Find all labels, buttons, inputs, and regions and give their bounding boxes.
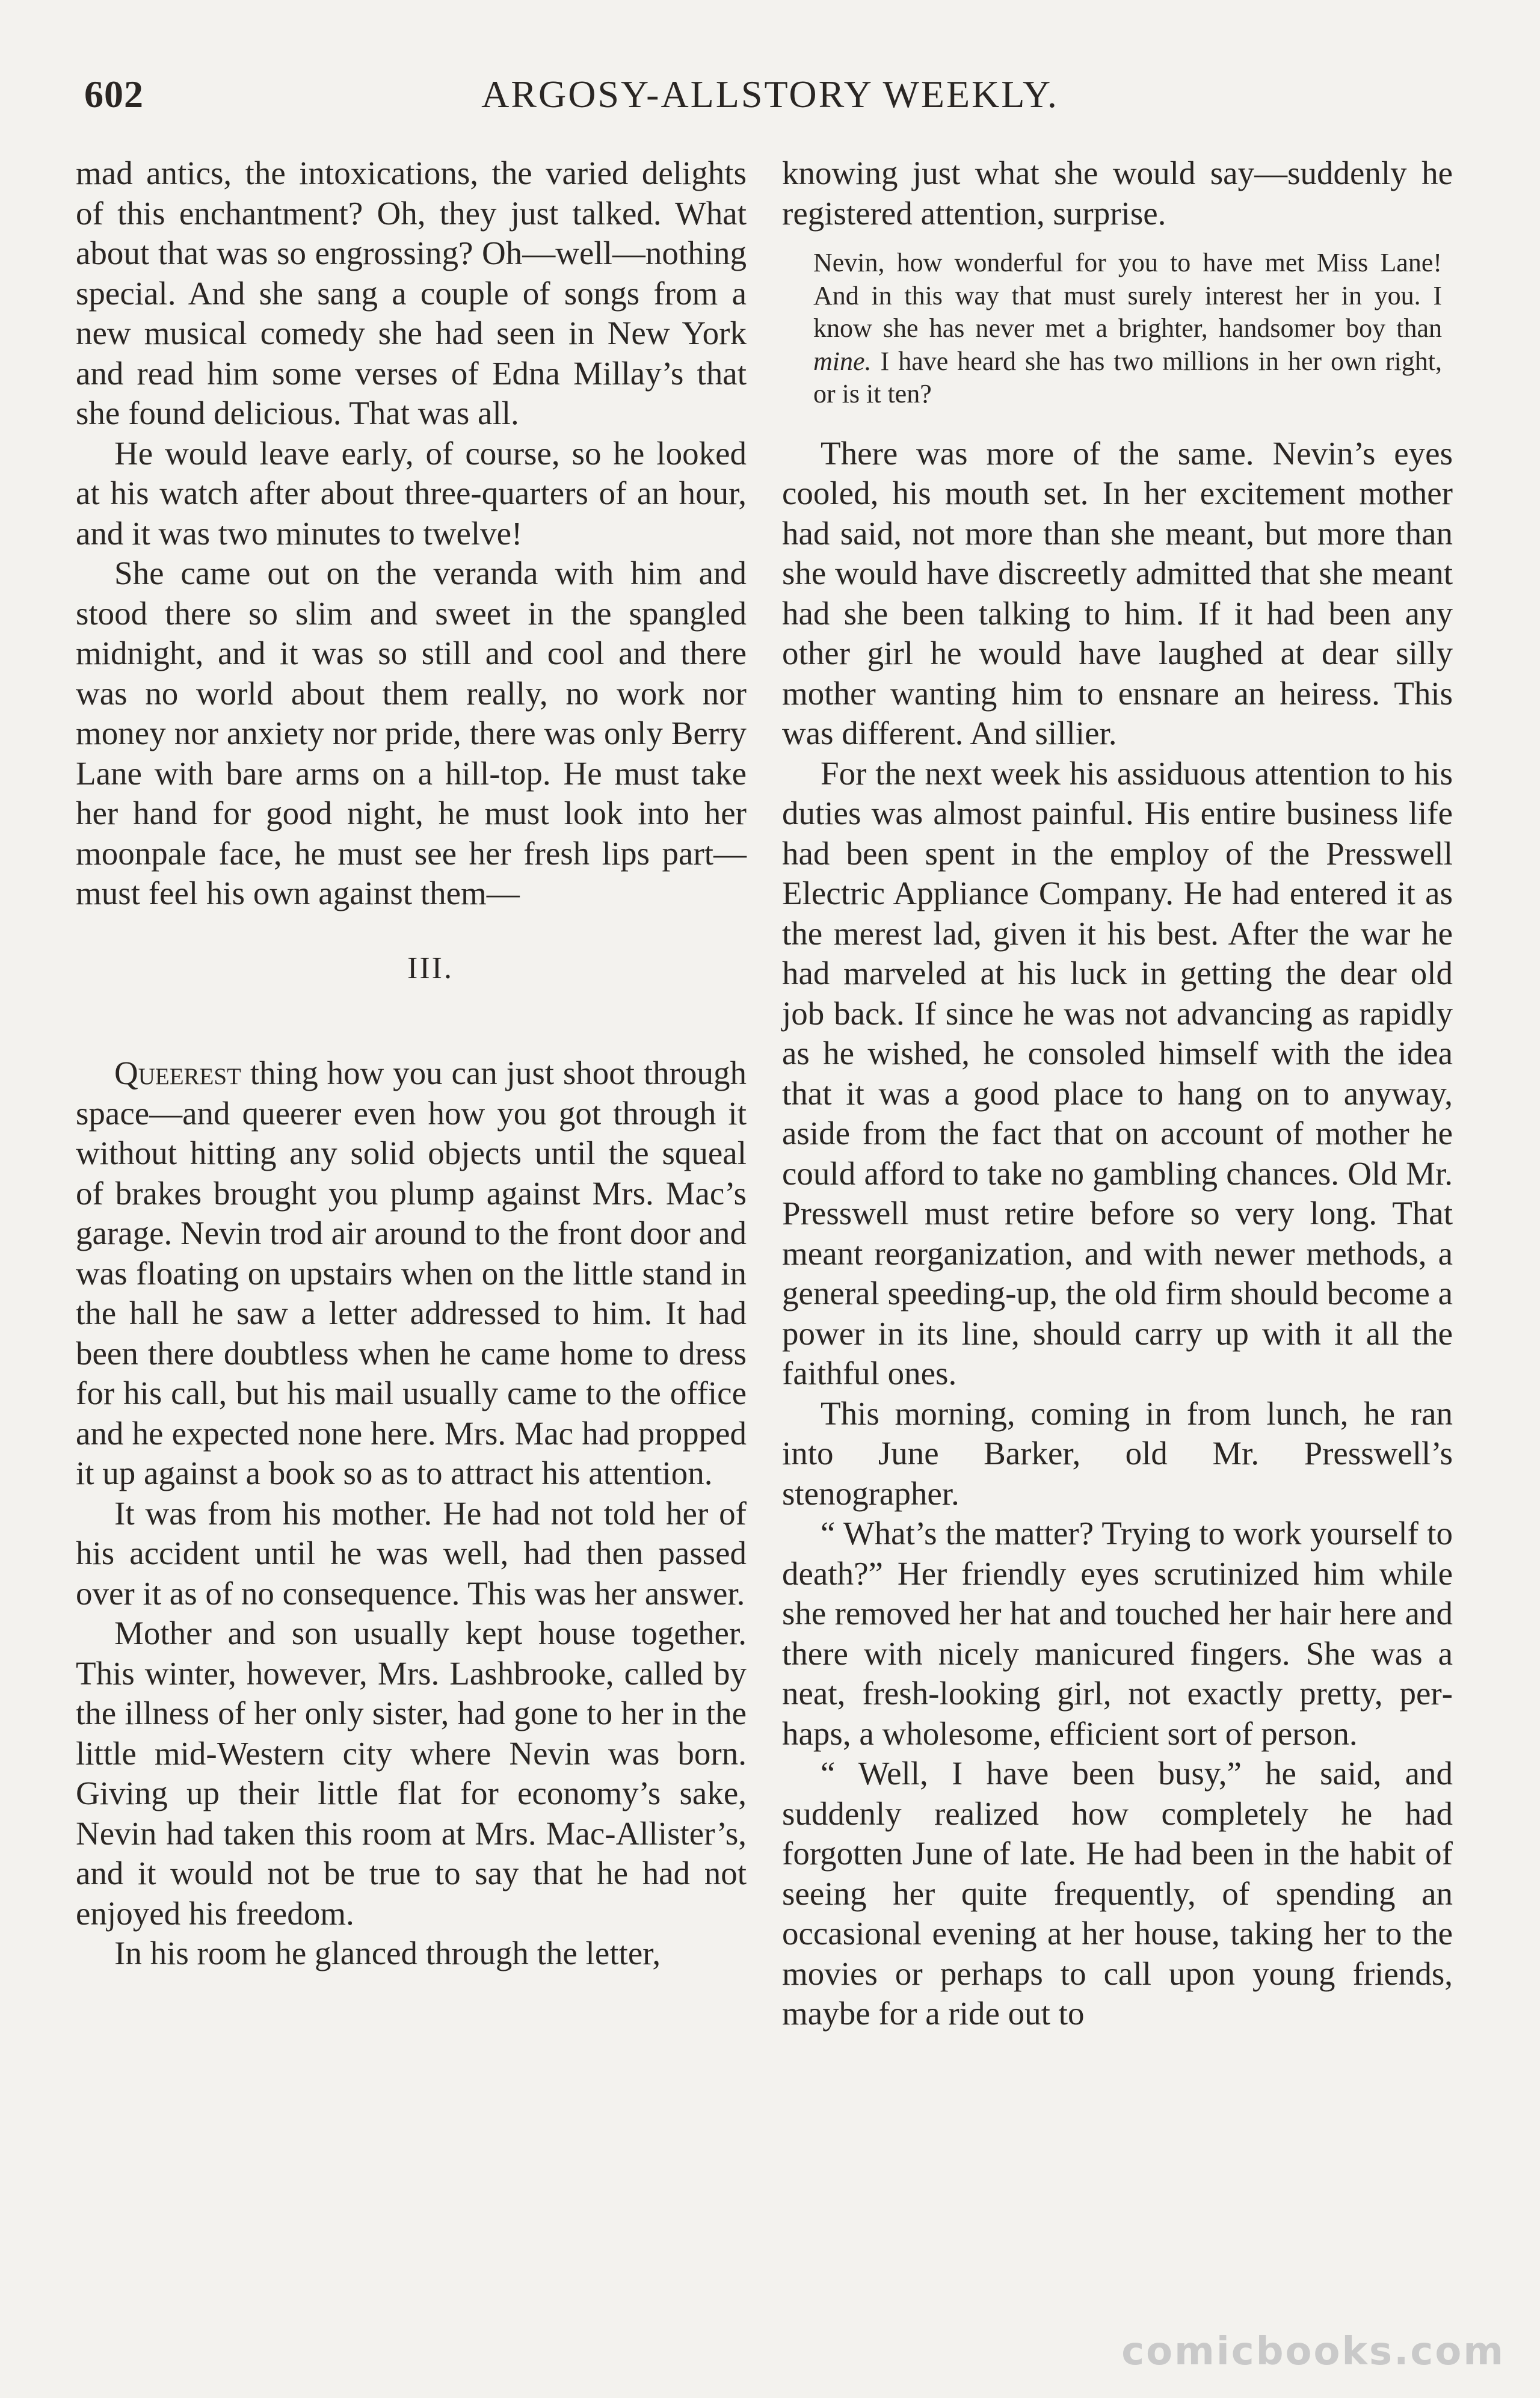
page-number: 602 [84,73,144,116]
right-column [782,153,1453,2034]
letter-text-part: I have heard she has two millions in her own right, or is it ten? [813,346,1442,408]
paragraph-text: thing how you can just shoot through space—and queerer even how you got through it without hitting any solid objects until the squeal of brakes brought you plump against Mrs. Mac’s garage. Nevin trod air around to the front door and was floating on upstairs when on the little stand in the hall he saw a letter addressed to him. It had been there doubtless when he came home to dress for his call, but his mail usually came to the office and he expected none here. Mrs. Mac had propped it up against a book so as to attract his attention. [76,1055,747,1491]
paragraph: “ What’s the matter? Trying to work yourself to death?” Her friendly eyes scrutinized him while she removed her hat and touched her hair here and there with nicely manicured fingers. She was a neat, fresh-looking girl, not exactly pretty, perhaps, a wholesome, efficient sort of person. [782,1515,1453,1752]
paragraph: It was from his mother. He had not told her of his accident until he was well, had then passed over it as of no consequence. This was her answer. [76,1494,747,1612]
paragraph: Mother and son usually kept house together. This winter, however, Mrs. Lashbrooke, called by the illness of her only sister, had gone to her in the little mid-Western city where Nevin was born. Giving up their little flat for economy’s sake, Nevin had taken this room at Mrs. Mac-Allister’s, and it would not be true to say that he had not enjoyed his freedom. [76,1615,747,1932]
site-watermark: comicbooks.com [1121,2329,1505,2374]
left-column [76,153,747,1974]
paragraph: knowing just what she would say—suddenly he registered attention, surprise. [782,155,1453,232]
running-head: ARGOSY-ALLSTORY WEEKLY. [481,73,1059,116]
paragraph: “ Well, I have been busy,” he said, and suddenly realized how completely he had forgotten June of late. He had been in the habit of seeing her quite frequently, of spending an occasional evening at her house, taking her to the movies or perhaps to call upon young friends, maybe for a ride out to [782,1755,1453,2032]
letter-text [813,247,1442,411]
paragraph: She came out on the veranda with him and stood there so slim and sweet in the spangled midnight, and it was so still and cool and there was no world about them really, no work nor money nor anxiety nor pride, there was only Berry Lane with bare arms on a hill-top. He must take her hand for good night, he must look into her moonpale face, he must see her fresh lips part—must feel his own against them— [76,555,747,911]
letter-emphasis: mine. [813,346,872,376]
section-heading: III. [407,951,454,985]
quoted-letter [813,247,1442,411]
paragraph: In his room he glanced through the letter, [114,1935,661,1971]
paragraph: For the next week his assiduous attention to his duties was almost painful. His entire business life had been spent in the employ of the Presswell Electric Appliance Company. He had entered it as the merest lad, given it his best. After the war he had marveled at his luck in getting the dear old job back. If since he was not advancing as rapidly as he wished, he consoled himself with the idea that it was a good place to hang on to anyway, aside from the fact that on account of mother he could afford to take no gambling chances. Old Mr. Presswell must retire before so very long. That meant reorganization, and with newer methods, a general speeding-up, the old firm should become a power in its line, should carry up with it all the faithful ones. [782,754,1453,1392]
paragraph [76,1053,747,1494]
paragraph: There was more of the same. Nevin’s eyes cooled, his mouth set. In her excitement mother had said, not more than she meant, but more than she would have discreetly admitted that she meant had she been talking to him. If it had been any other girl he would have laughed at dear silly mother wanting him to ensnare an heiress. This was different. And sillier. [782,434,1453,751]
paragraph: mad antics, the intoxications, the varied delights of this enchantment? Oh, they just talked. What about that was so engrossing? Oh—well—nothing special. And she sang a couple of songs from a new musical comedy she had seen in New York and read him some verses of Edna Millay’s that she found delicious. That was all. [76,155,747,431]
letter-text-part: Nevin, how wonderful for you to have met Miss Lane! And in this way that must surely interest her in you. I know she has never met a brighter, handsomer boy than [813,248,1442,343]
paragraph: This morning, coming in from lunch, he ran into June Barker, old Mr. Presswell’s stenographer. [782,1395,1453,1512]
section-lead-word: Queerest [114,1055,241,1091]
paragraph: He would leave early, of course, so he looked at his watch after about three-quarters of an hour, and it was two minutes to twelve! [76,434,747,552]
page-header [84,72,1456,126]
